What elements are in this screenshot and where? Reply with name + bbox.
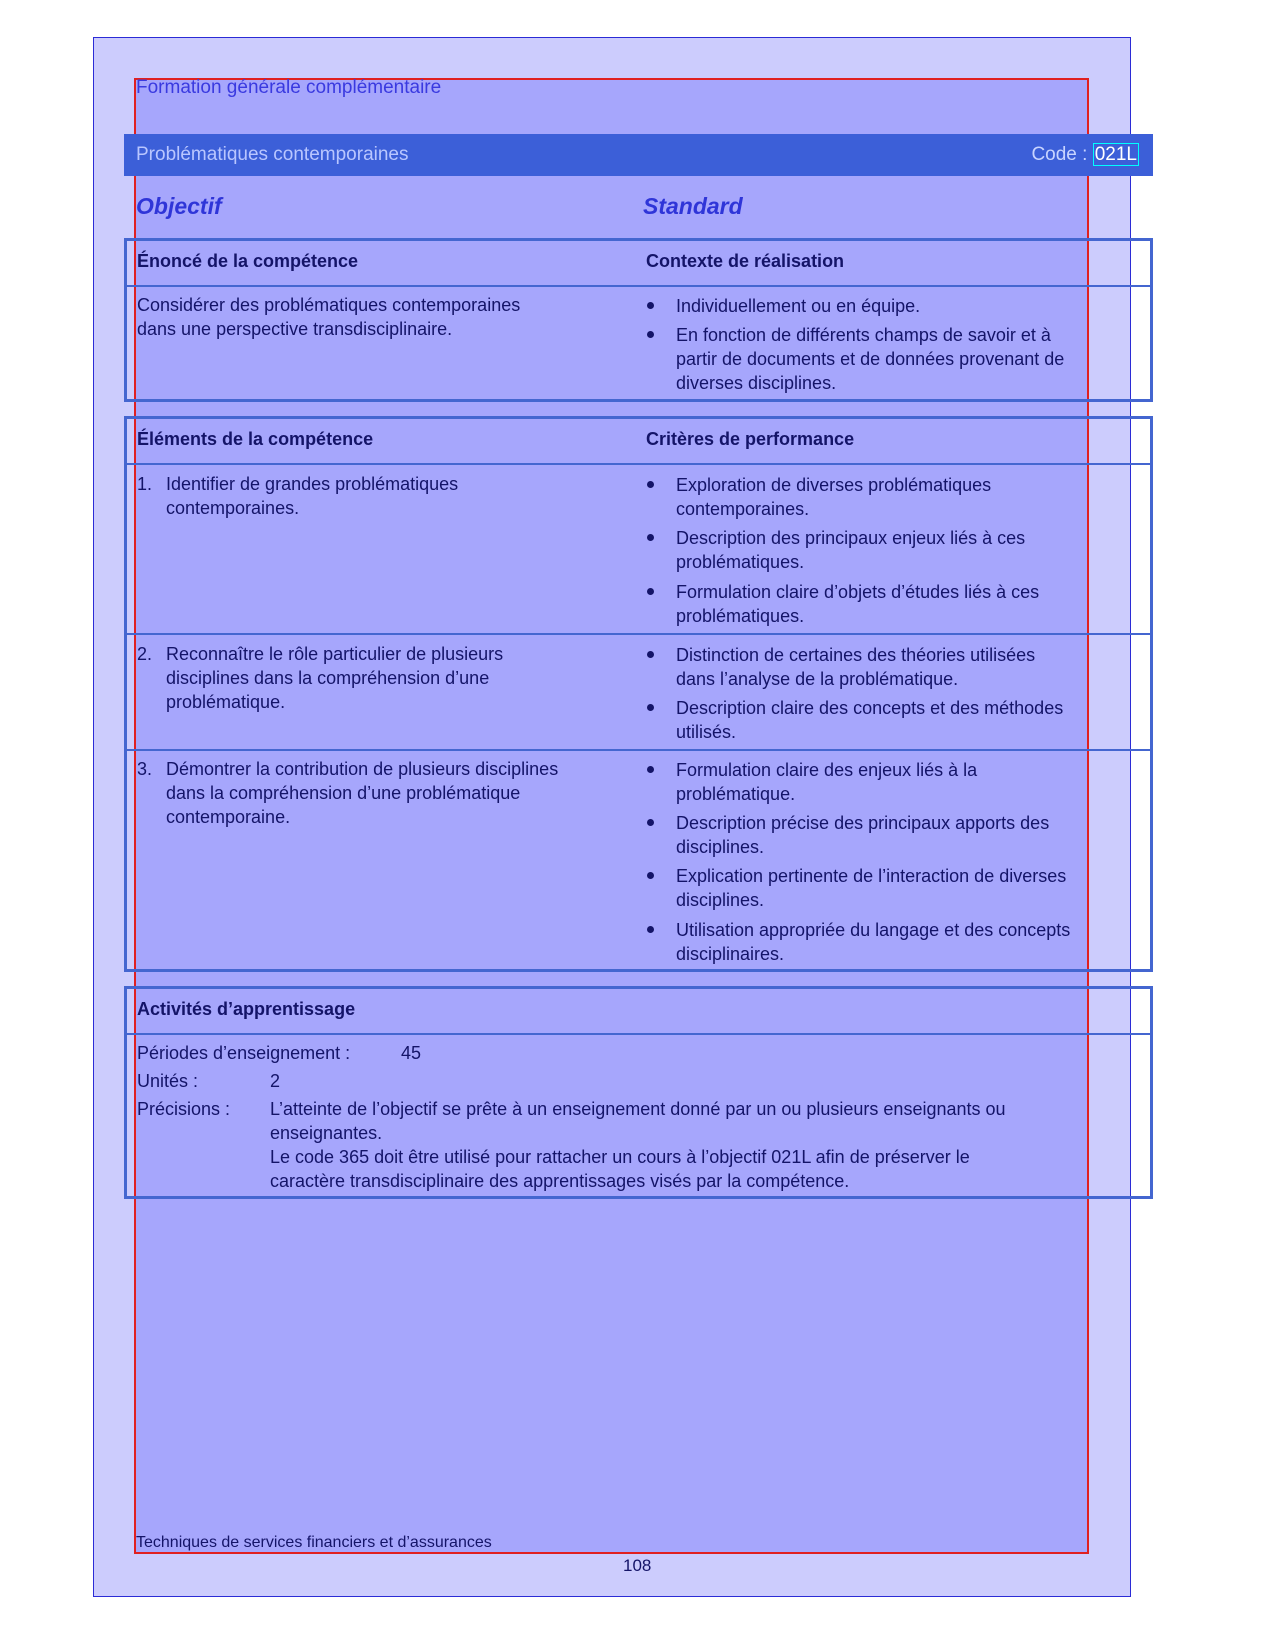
bullet-icon	[647, 704, 654, 711]
context-heading: Contexte de réalisation	[646, 251, 845, 271]
bullet-icon	[647, 331, 654, 338]
bullet-icon	[647, 766, 654, 773]
course-title: Problématiques contemporaines	[136, 144, 409, 165]
bullet-icon	[647, 481, 654, 488]
element-item: 3. Démontrer la contribution de plusieurs disciplines dans la compréhension d’une problématique contemporaine.	[137, 759, 559, 827]
bullet-icon	[647, 819, 654, 826]
context-item: En fonction de différents champs de savoir et à partir de documents et de données provenant de diverses disciplines.	[676, 323, 1064, 395]
footer-program: Techniques de services financiers et d’assurances	[136, 1534, 492, 1551]
row-divider	[127, 633, 1150, 635]
elements-box	[124, 416, 1153, 972]
activities-header	[127, 989, 1150, 1035]
code-label: Code :	[1031, 144, 1088, 165]
criterion-item: Description claire des concepts et des méthodes utilisés.	[676, 696, 1063, 744]
units-label: Unités :	[137, 1071, 199, 1091]
standard-heading: Standard	[643, 193, 743, 219]
bullet-icon	[647, 926, 654, 933]
criterion-item: Exploration de diverses problématiques contemporaines.	[676, 473, 991, 521]
page-number: 108	[623, 1556, 652, 1575]
activities-heading: Activités d’apprentissage	[137, 999, 356, 1019]
row-divider	[127, 749, 1150, 751]
criterion-item: Formulation claire des enjeux liés à la problématique.	[676, 758, 977, 806]
criterion-item: Description des principaux enjeux liés à ces problématiques.	[676, 526, 1025, 574]
criterion-item: Utilisation appropriée du langage et des concepts disciplinaires.	[676, 918, 1070, 966]
section-title: Formation générale complémentaire	[136, 77, 442, 98]
elements-header	[127, 419, 1150, 465]
element-item: 2. Reconnaître le rôle particulier de plusieurs disciplines dans la compréhension d’une problématique.	[137, 644, 504, 712]
criterion-item: Distinction de certaines des théories utilisées dans l’analyse de la problématique.	[676, 643, 1035, 691]
objectif-heading: Objectif	[136, 193, 222, 219]
competence-statement-heading: Énoncé de la compétence	[137, 251, 359, 271]
course-code	[1031, 144, 1139, 166]
code-value: 021L	[1094, 144, 1137, 165]
context-item: Individuellement ou en équipe.	[676, 294, 920, 318]
competence-box	[124, 238, 1153, 402]
periods-label: Périodes d’enseignement :	[137, 1043, 351, 1063]
bullet-icon	[647, 302, 654, 309]
bullet-icon	[647, 651, 654, 658]
details-text: L’atteinte de l’objectif se prête à un enseignement donné par un ou plusieurs enseignants ou enseignantes. Le code 365 doit être utilisé pour rattacher un cours à l’objectif 021L afin de préserver le caractère transdisciplinaire des apprentissages visés par la compétence.	[270, 1099, 1006, 1191]
activities-box	[124, 986, 1153, 1199]
competence-statement: Considérer des problématiques contemporaines dans une perspective transdisciplinaire.	[137, 295, 521, 339]
bullet-icon	[647, 588, 654, 595]
element-item: 1. Identifier de grandes problématiques contemporaines.	[137, 474, 459, 518]
elements-heading: Éléments de la compétence	[137, 429, 374, 449]
title-bar	[124, 134, 1153, 176]
bullet-icon	[647, 872, 654, 879]
criteria-heading: Critères de performance	[646, 429, 855, 449]
bullet-icon	[647, 534, 654, 541]
criterion-item: Description précise des principaux apports des disciplines.	[676, 811, 1049, 859]
units-value: 2	[270, 1071, 281, 1091]
competence-header	[127, 241, 1150, 287]
details-label: Précisions :	[137, 1099, 231, 1119]
criterion-item: Explication pertinente de l’interaction de diverses disciplines.	[676, 864, 1066, 912]
criterion-item: Formulation claire d’objets d’études liés à ces problématiques.	[676, 580, 1039, 628]
periods-value: 45	[401, 1043, 422, 1063]
